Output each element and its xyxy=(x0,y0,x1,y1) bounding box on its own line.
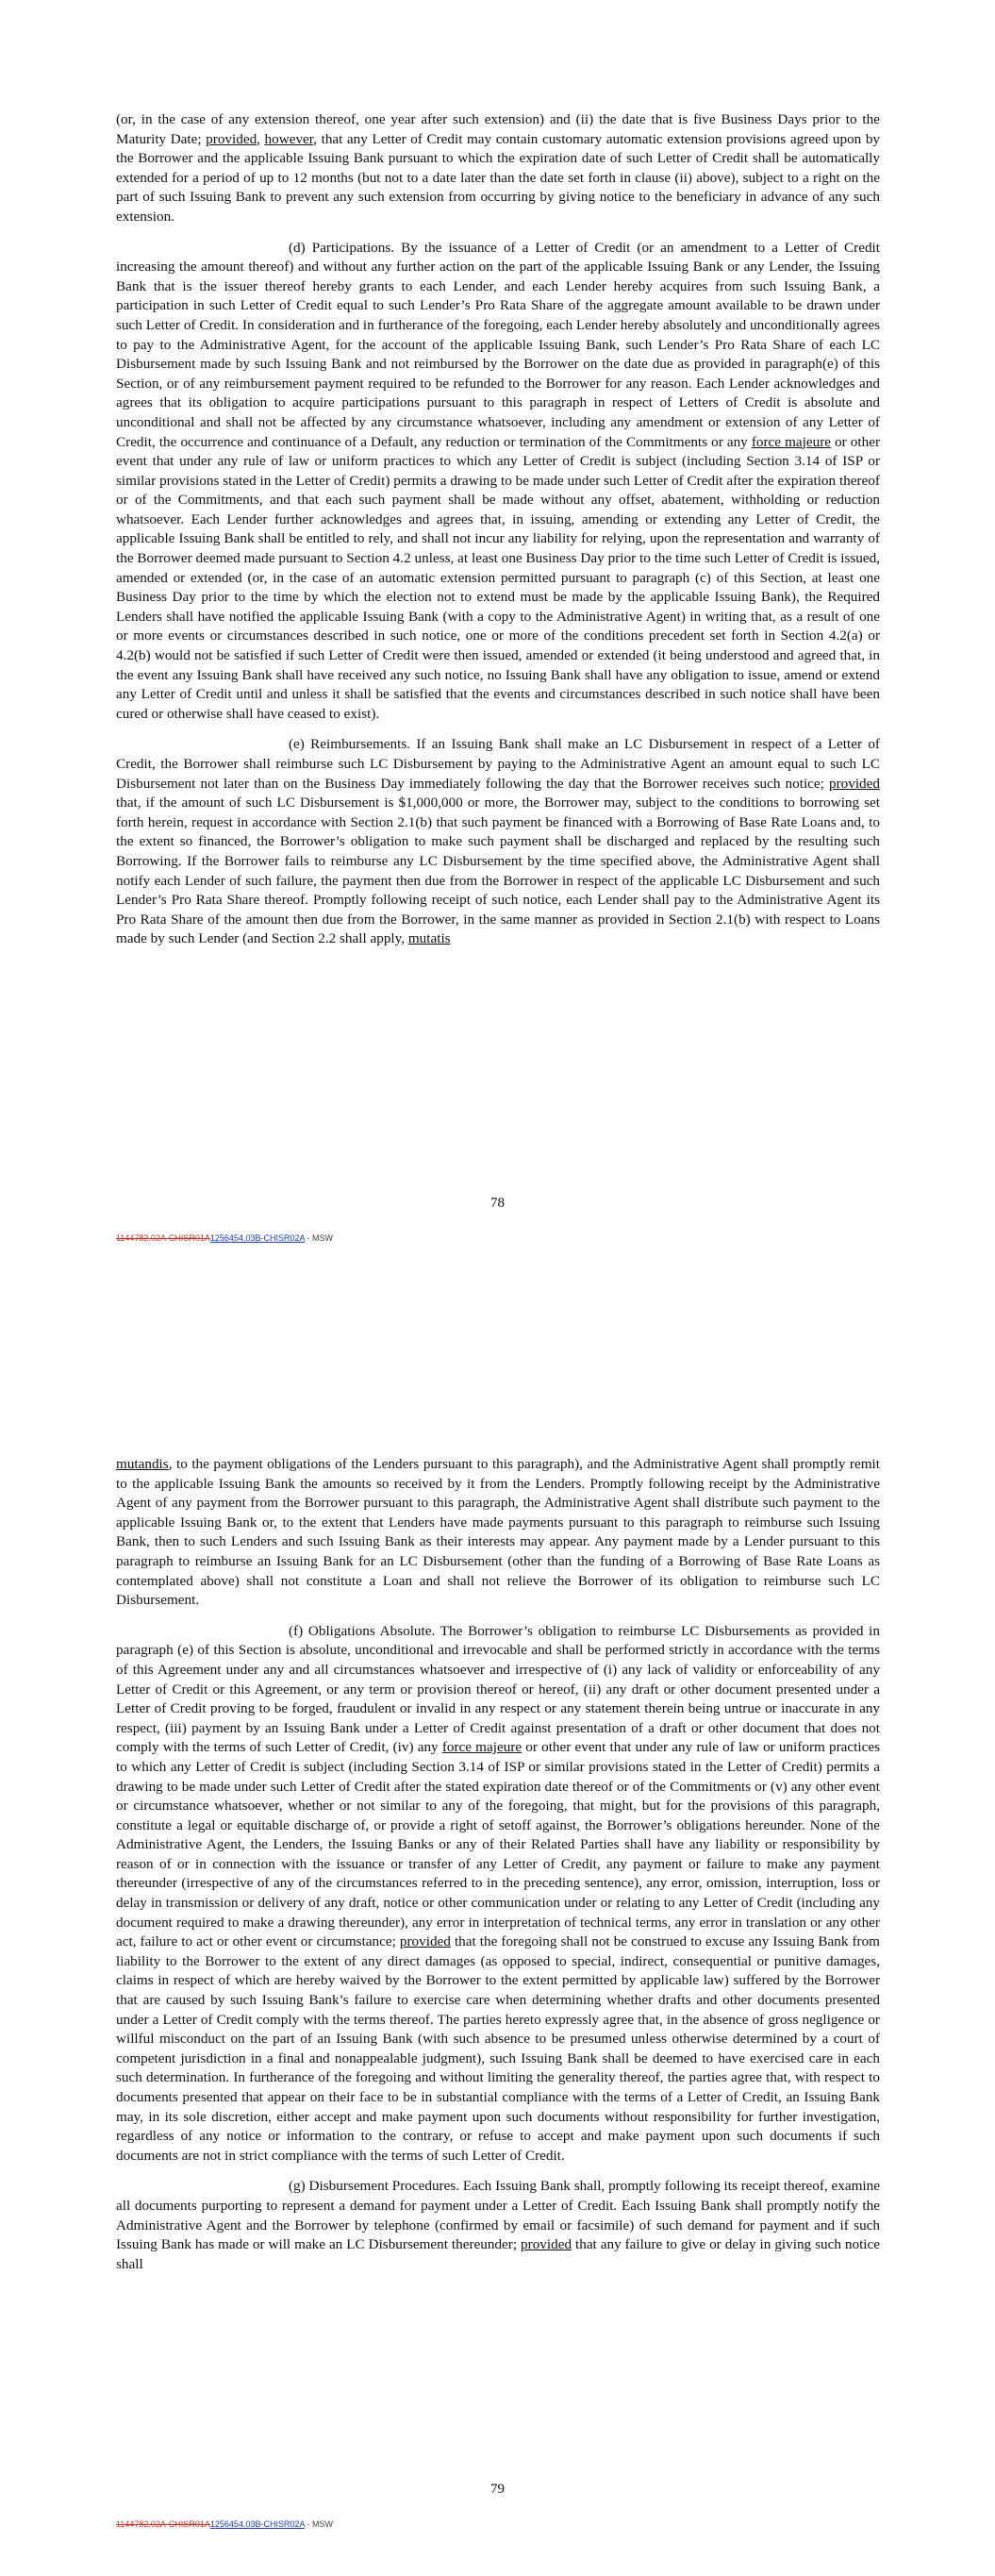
underlined-term: provided xyxy=(206,130,257,147)
underlined-term: however xyxy=(264,130,314,147)
paragraph-continuation: mutandis, to the payment obligations of the Lenders pursuant to this paragraph), and the Administrative Agent shall promptly remit to the applicable Issuing Bank the amounts so received by it from the Lenders. Promptly following receipt by the Administrative Agent of any payment from the Borrower pursuant to this paragraph, the Administrative Agent shall distribute such payment to the applicable Issuing Bank or, to the extent that Lenders have made payments pursuant to this paragraph to reimburse such Issuing Bank, then to such Lenders and such Issuing Bank as their interests may appear. Any payment made by a Lender pursuant to this paragraph to reimburse an Issuing Bank for an LC Disbursement (other than the funding of a Borrowing of Base Rate Loans as contemplated above) shall not constitute a Loan and shall not relieve the Borrower of its obligation to reimburse such LC Disbursement. xyxy=(116,1456,880,1609)
page-79-body xyxy=(116,1455,880,2285)
underlined-term: provided xyxy=(521,2236,572,2253)
page-79 xyxy=(0,1415,995,2576)
footer-suffix: - MSW xyxy=(304,1233,333,1243)
footer-deleted-id: 1144782.02A-CHISR01A xyxy=(116,1233,210,1243)
underlined-term: force majeure xyxy=(751,433,832,450)
footer-suffix: - MSW xyxy=(304,2519,333,2529)
footer-inserted-id: 1256454.03B-CHISR02A xyxy=(209,1233,305,1243)
page-78-body xyxy=(116,110,880,961)
page-number: 79 xyxy=(490,2482,505,2497)
paragraph-d-participations: (d) Participations. By the issuance of a Letter of Credit (or an amendment to a Letter of Credit increasing the amount thereof) and without any further action on the part of the applicable Issuing Bank or any Lender, the Issuing Bank that is the issuer thereof hereby grants to each Lender, and each Lender hereby acquires from such Issuing Bank, a participation in such Letter of Credit equal to such Lender’s Pro Rata Share of the aggregate amount available to be drawn under such Letter of Credit. In consideration and in furtherance of the foregoing, each Lender hereby absolutely and unconditionally agrees to pay to the Administrative Agent, for the account of the applicable Issuing Bank, such Lender’s Pro Rata Share of each LC Disbursement made by such Issuing Bank and not reimbursed by the Borrower on the date due as provided in paragraph(e) of this Section, or of any reimbursement payment required to be refunded to the Borrower for any reason. Each Lender acknowledges and agrees that its obligation to acquire participations pursuant to this paragraph in respect of Letters of Credit is absolute and unconditional and shall not be affected by any circumstance whatsoever, including any amendment or extension of any Letter of Credit, the occurrence and continuance of a Default, any reduction or termination of the Commitments or any force majeure or other event that under any rule of law or uniform practices to which any Letter of Credit is subject (including Section 3.14 of ISP or similar provisions stated in the Letter of Credit) permits a drawing to be made under such Letter of Credit after the expiration thereof or of the Commitments, and that each such payment shall be made without any offset, abatement, withholding or reduction whatsoever. Each Lender further acknowledges and agrees that, in issuing, amending or extending any Letter of Credit, the applicable Issuing Bank shall be entitled to rely, and shall not incur any liability for relying, upon the representation and warranty of the Borrower deemed made pursuant to Section 4.2 unless, at least one Business Day prior to the time such Letter of Credit is issued, amended or extended (or, in the case of an automatic extension permitted pursuant to paragraph (c) of this Section, at least one Business Day prior to the time by which the election not to extend must be made by the applicable Issuing Bank), the Required Lenders shall have notified the applicable Issuing Bank (with a copy to the Administrative Agent) in writing that, as a result of one or more events or circumstances described in such notice, one or more of the conditions precedent set forth in Section 4.2(a) or 4.2(b) would not be satisfied if such Letter of Credit were then issued, amended or extended (it being understood and agreed that, in the event any Issuing Bank shall have received any such notice, no Issuing Bank shall have any obligation to issue, amend or extend any Letter of Credit until and unless it shall be satisfied that the events and circumstances described in such notice shall have been cured or otherwise shall have ceased to exist). xyxy=(116,239,881,722)
document-footer xyxy=(116,2519,333,2529)
page-number: 78 xyxy=(490,1196,505,1211)
underlined-term: provided xyxy=(829,775,880,792)
underlined-term: force majeure xyxy=(441,1739,522,1756)
underlined-term: mutandis xyxy=(116,1456,169,1472)
paragraph-continuation: (or, in the case of any extension thereof, one year after such extension) and (ii) the date that is five Business Days prior to the Maturity Date; provided, however, that any Letter of Credit may contain customary automatic extension provisions agreed upon by the Borrower and the applicable Issuing Bank pursuant to which the expiration date of such Letter of Credit shall be automatically extended for a period of up to 12 months (but not to a date later than the date set forth in clause (ii) above), subject to a right on the part of such Issuing Bank to prevent any such extension from occurring by giving notice to the beneficiary in advance of any such extension. xyxy=(116,111,881,225)
footer-deleted-id: 1144782.02A-CHISR01A xyxy=(116,2519,210,2529)
paragraph-f-obligations-absolute: (f) Obligations Absolute. The Borrower’s obligation to reimburse LC Disbursements as provided in paragraph (e) of this Section is absolute, unconditional and irrevocable and shall be performed strictly in accordance with the terms of this Agreement under any and all circumstances whatsoever and irrespective of (i) any lack of validity or enforceability of any Letter of Credit or this Agreement, or any term or provision thereof or hereof, (ii) any draft or other document presented under a Letter of Credit proving to be forged, fraudulent or invalid in any respect or any statement therein being untrue or inaccurate in any respect, (iii) payment by an Issuing Bank under a Letter of Credit against presentation of a draft or other document that does not comply with the terms of such Letter of Credit, (iv) any force majeure or other event that under any rule of law or uniform practices to which any Letter of Credit is subject (including Section 3.14 of ISP or similar provisions stated in the Letter of Credit) permits a drawing to be made under such Letter of Credit after the stated expiration date thereof or of the Commitments or (v) any other event or circumstance whatsoever, whether or not similar to any of the foregoing, that might, but for the provisions of this paragraph, constitute a legal or equitable discharge of, or provide a right of setoff against, the Borrower’s obligations hereunder. None of the Administrative Agent, the Lenders, the Issuing Banks or any of their Related Parties shall have any liability or responsibility by reason of or in connection with the issuance or transfer of any Letter of Credit, any payment or failure to make any payment thereunder (irrespective of any of the circumstances referred to in the preceding sentence), any error, omission, interruption, loss or delay in transmission or delivery of any draft, notice or other communication under or relating to any Letter of Credit (including any document required to make a drawing thereunder), any error in interpretation of technical terms, any error in translation or any other act, failure to act or other event or circumstance; provided that the foregoing shall not be construed to excuse any Issuing Bank from liability to the Borrower to the extent of any direct damages (as opposed to special, indirect, consequential or punitive damages, claims in respect of which are hereby waived by the Borrower to the extent permitted by applicable law) suffered by the Borrower that are caused by such Issuing Bank’s failure to exercise care when determining whether drafts and other documents presented under a Letter of Credit comply with the terms thereof. The parties hereto expressly agree that, in the absence of gross negligence or willful misconduct on the part of an Issuing Bank (with such absence to be presumed unless otherwise determined by a court of competent jurisdiction in a final and nonappealable judgment), such Issuing Bank shall be deemed to have exercised care in each such determination. In furtherance of the foregoing and without limiting the generality thereof, the parties agree that, with respect to documents presented that appear on their face to be in substantial compliance with the terms of a Letter of Credit, an Issuing Bank may, in its sole discretion, either accept and make payment upon such documents without responsibility for further investigation, regardless of any notice or information to the contrary, or refuse to accept and make payment upon such documents if such documents are not in strict compliance with the terms of such Letter of Credit. xyxy=(116,1622,880,2164)
paragraph-e-reimbursements: (e) Reimbursements. If an Issuing Bank shall make an LC Disbursement in respect of a Letter of Credit, the Borrower shall reimburse such LC Disbursement by paying to the Administrative Agent an amount equal to such LC Disbursement not later than on the Business Day immediately following the day that the Borrower receives such notice; provided that, if the amount of such LC Disbursement is $1,000,000 or more, the Borrower may, subject to the conditions to borrowing set forth herein, request in accordance with Section 2.1(b) that such payment be financed with a Borrowing of Base Rate Loans and, to the extent so financed, the Borrower’s obligation to make such payment shall be discharged and replaced by the resulting such Borrowing. If the Borrower fails to reimburse any LC Disbursement by the time specified above, the Administrative Agent shall notify each Lender of such failure, the payment then due from the Borrower in respect of the applicable LC Disbursement and such Lender’s Pro Rata Share thereof. Promptly following receipt of such notice, each Lender shall pay to the Administrative Agent its Pro Rata Share of the amount then due from the Borrower, in the same manner as provided in Section 2.1(b) with respect to Loans made by such Lender (and Section 2.2 shall apply, mutatis xyxy=(116,736,880,947)
underlined-term: provided xyxy=(399,1933,451,1950)
underlined-term: mutatis xyxy=(407,930,451,947)
document-footer xyxy=(116,1233,333,1243)
footer-inserted-id: 1256454.03B-CHISR02A xyxy=(209,2519,305,2529)
paragraph-g-disbursement-procedures: (g) Disbursement Procedures. Each Issuing Bank shall, promptly following its receipt thereof, examine all documents purporting to represent a demand for payment under a Letter of Credit. Each Issuing Bank shall promptly notify the Administrative Agent and the Borrower by telephone (confirmed by email or facsimile) of such demand for payment and if such Issuing Bank has made or will make an LC Disbursement thereunder; provided that any failure to give or delay in giving such notice shall xyxy=(116,2178,880,2272)
